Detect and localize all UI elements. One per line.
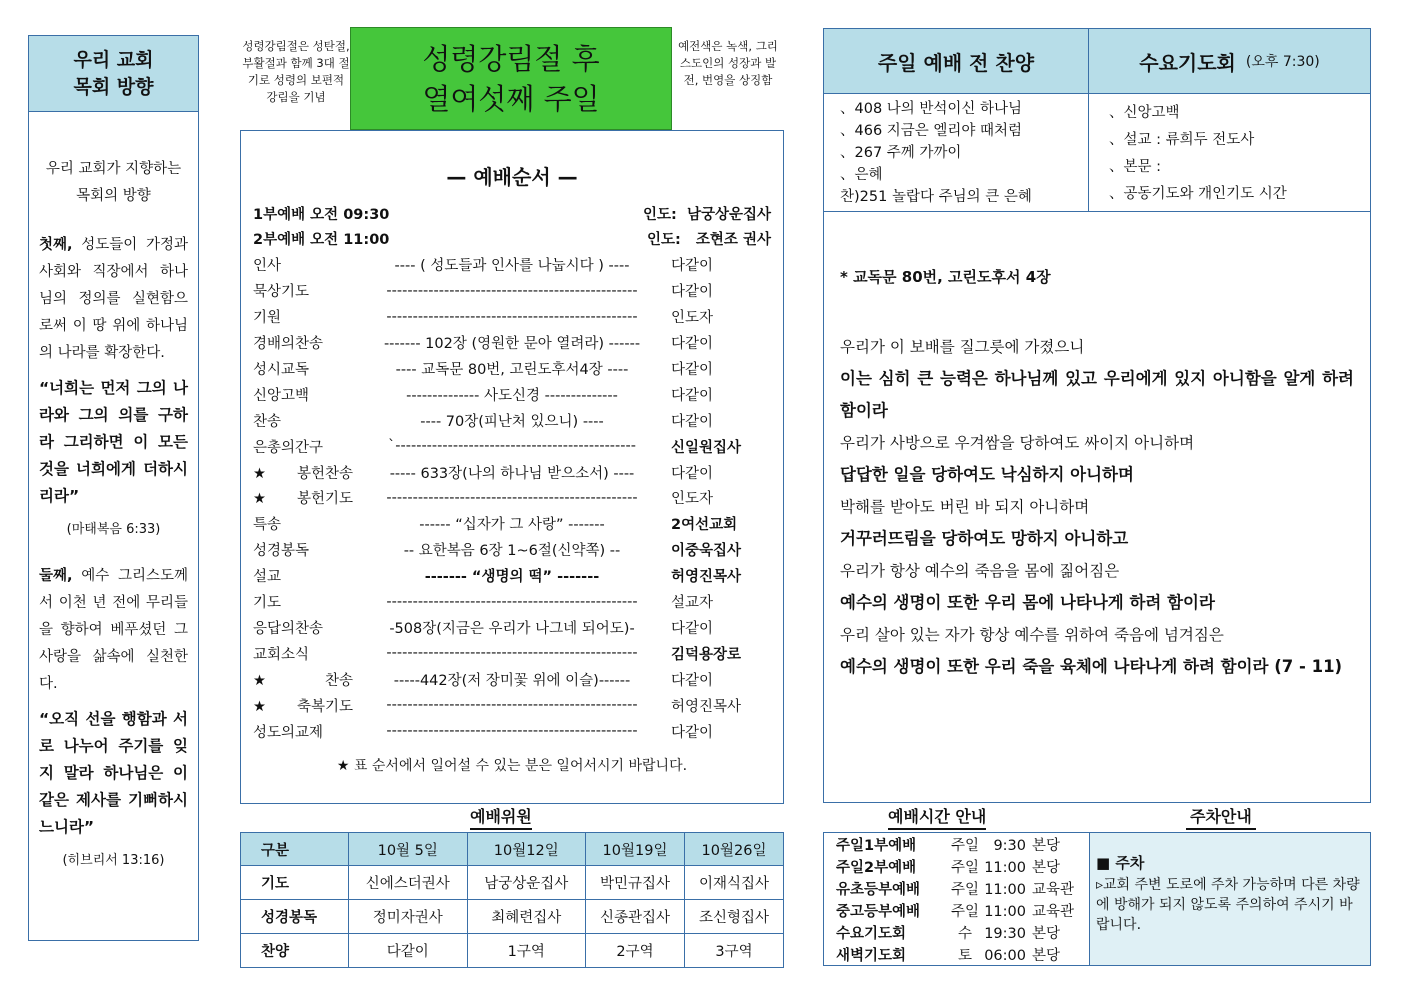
committee-row-label: 기도	[241, 866, 349, 900]
parking-info	[1089, 832, 1371, 966]
scripture-verse: 예수의 생명이 또한 우리 몸에 나타나게 하려 함이라	[840, 593, 1215, 612]
order-row	[253, 305, 771, 329]
order-item-detail: ------------------------------------------------	[386, 697, 638, 714]
order-item-leader: 다같이	[671, 387, 714, 404]
time-place: 본당	[1032, 926, 1061, 942]
worship-times	[823, 832, 1090, 966]
order-item-leader: 다같이	[671, 724, 714, 741]
order-item-label: 신앙고백	[253, 387, 310, 404]
committee-cell: 신에스더권사	[349, 866, 468, 900]
wednesday-time: (오후 7:30)	[1245, 54, 1320, 70]
order-item-label: 은총의간구	[253, 439, 324, 456]
order-item-label: 응답의찬송	[253, 620, 324, 637]
time-row	[836, 835, 1083, 857]
order-item-detail: -508장(지금은 우리가 나그네 되어도)-	[389, 620, 635, 637]
time-row	[836, 901, 1083, 923]
praise-item: 、267 주께 가까이	[840, 145, 962, 161]
order-item-label: 기도	[253, 595, 282, 611]
time-place: 본당	[1032, 948, 1061, 964]
praise-item: 찬)251 놀랍다 주님의 큰 은혜	[840, 189, 1032, 205]
quote-hebrews: “오직 선을 행함과 서로 나누어 주기를 잊지 말라 하나님은 이 같은 제사를 기뻐하시느니라”	[39, 710, 188, 836]
order-row	[253, 356, 771, 380]
committee-row	[241, 866, 784, 900]
committee-cell: 남궁상운집사	[467, 866, 586, 900]
order-item-detail: ---- 70장(피난처 있으니) ----	[420, 413, 604, 430]
wednesday-list	[1088, 93, 1371, 212]
order-item-leader: 설교자	[671, 595, 714, 611]
second-direction	[39, 563, 188, 698]
pastoral-intro: 우리 교회가 지향하는 목회의 방향	[45, 161, 182, 204]
scripture-verses	[840, 331, 1354, 683]
order-title: — 예배순서 —	[446, 165, 578, 189]
order-row	[253, 641, 771, 665]
scripture-verse: 거꾸러뜨림을 당하여도 망하지 아니하고	[840, 529, 1129, 548]
first-text: 성도들이 가정과 사회와 직장에서 하나님의 정의를 실현함으로써 이 땅 위에 하나님의 나라를 확장한다.	[39, 237, 188, 361]
order-item-leader: 다같이	[671, 672, 714, 689]
parking-heading: ■ 주차	[1096, 854, 1145, 872]
order-row	[253, 693, 771, 717]
committee-cell: 정미자권사	[349, 900, 468, 934]
committee-cell: 조신형집사	[684, 900, 783, 934]
time-service-name: 중고등부예배	[836, 904, 921, 920]
scripture-panel	[823, 211, 1371, 803]
service-time: 2부예배 오전 11:00	[253, 232, 390, 249]
time-service-name: 새벽기도회	[836, 948, 907, 964]
wednesday-item: 、설교 : 류희두 전도사	[1109, 132, 1255, 148]
committee-cell: 3구역	[684, 934, 783, 968]
order-row	[253, 460, 771, 484]
order-item-leader: 허영진목사	[671, 569, 742, 586]
order-row	[253, 564, 771, 588]
time-day: 주일	[950, 838, 979, 854]
order-item-leader: 다같이	[671, 284, 714, 301]
praise-item: 、은혜	[840, 167, 883, 183]
committee-header-cell: 10월26일	[684, 833, 783, 866]
order-item-leader: 2여선교회	[671, 517, 738, 534]
wednesday-item: 、신앙고백	[1109, 105, 1180, 121]
time-row	[836, 945, 1083, 967]
wednesday-title-text: 수요기도회	[1139, 50, 1236, 75]
order-row	[253, 253, 771, 277]
order-item-detail: ------ “십자가 그 사랑” -------	[419, 517, 605, 534]
wednesday-item: 、공동기도와 개인기도 시간	[1109, 186, 1287, 202]
order-item-label: ★찬송	[253, 672, 353, 689]
order-item-label: 교회소식	[253, 646, 310, 663]
time-service-name: 주일1부예배	[836, 838, 917, 854]
time-service-name: 유초등부예배	[836, 882, 921, 898]
order-item-label: ★축복기도	[253, 698, 353, 715]
scripture-verse: 우리 살아 있는 자가 항상 예수를 위하여 죽음에 넘겨짐은	[840, 626, 1224, 644]
times-title: 예배시간 안내	[888, 806, 986, 830]
committee-cell: 최혜련집사	[467, 900, 586, 934]
praise-title: 주일 예배 전 찬양	[823, 28, 1089, 94]
order-item-leader: 다같이	[671, 258, 714, 275]
pastoral-direction-panel	[28, 112, 199, 941]
order-item-detail: ------------------------------------------------	[386, 593, 638, 610]
time-hour: 06:00	[984, 948, 1026, 964]
order-row	[253, 590, 771, 614]
order-item-label: 설교	[253, 569, 282, 586]
committee-cell: 박민규집사	[586, 866, 685, 900]
order-item-detail: ------------------------------------------------	[386, 489, 638, 506]
service-leader: 인도: 조현조 권사	[646, 232, 771, 249]
order-row	[253, 615, 771, 639]
order-item-label: 성경봉독	[253, 543, 310, 560]
order-row	[253, 331, 771, 355]
order-item-detail: ---- 교독문 80번, 고린도후서4장 ----	[395, 361, 629, 378]
time-hour: 11:00	[984, 882, 1026, 898]
order-row	[253, 279, 771, 303]
committee-row	[241, 900, 784, 934]
order-item-detail: ------- “생명의 떡” -------	[424, 569, 600, 586]
parking-title: 주차안내	[1186, 806, 1256, 830]
scripture-reference: * 교독문 80번, 고린도후서 4장	[840, 268, 1051, 286]
order-row	[253, 486, 771, 510]
committee-cell: 이재식집사	[684, 866, 783, 900]
time-place: 본당	[1032, 860, 1061, 876]
order-row	[253, 719, 771, 743]
committee-header-cell: 10월19일	[586, 833, 685, 866]
second-text: 예수 그리스도께서 이천 년 전에 무리들을 향하여 베푸셨던 그 사랑을 삶속에 실천한다.	[39, 568, 188, 692]
scripture-verse: 우리가 이 보배를 질그릇에 가졌으니	[840, 338, 1085, 356]
order-row	[253, 201, 771, 225]
order-item-leader: 다같이	[671, 336, 714, 352]
order-item-detail: ------------------------------------------------	[386, 282, 638, 299]
time-row	[836, 879, 1083, 901]
order-row	[253, 512, 771, 536]
order-item-label: ★봉헌찬송	[253, 465, 353, 482]
order-footer: ★ 표 순서에서 일어설 수 있는 분은 일어서시기 바랍니다.	[336, 758, 688, 774]
time-day: 주일	[950, 882, 979, 898]
first-lead: 첫째,	[39, 237, 73, 253]
time-place: 교육관	[1032, 882, 1075, 898]
order-item-detail: ------- 102장 (영원한 문아 열려라) ------	[383, 336, 641, 352]
time-service-name: 주일2부예배	[836, 860, 917, 876]
order-item-leader: 허영진목사	[671, 698, 742, 715]
order-item-label: ★봉헌기도	[253, 491, 353, 508]
order-row	[253, 227, 771, 251]
order-item-label: 경배의찬송	[253, 336, 324, 352]
order-item-detail: -- 요한복음 6장 1~6절(신약쪽) --	[403, 543, 621, 560]
order-row	[253, 408, 771, 432]
order-of-service	[240, 130, 784, 804]
service-leader: 인도: 남궁상운집사	[643, 206, 771, 223]
scripture-verse: 예수의 생명이 또한 우리 죽을 육체에 나타나게 하려 함이라 (7 - 11)	[840, 657, 1343, 676]
order-item-detail: ------------------------------------------------	[386, 308, 638, 325]
ref-matthew: (마태복음 6:33)	[66, 522, 161, 537]
time-day: 주일	[950, 904, 979, 920]
title-line-1: 성령강림절 후	[422, 41, 600, 76]
order-item-detail: `----------------------------------------------	[388, 438, 636, 455]
committee-cell: 신종관집사	[586, 900, 685, 934]
committee-cell: 1구역	[467, 934, 586, 968]
committee-cell: 2구역	[586, 934, 685, 968]
order-row	[253, 667, 771, 691]
scripture-verse: 이는 심히 큰 능력은 하나님께 있고 우리에게 있지 아니함을 알게 하려 함이라	[840, 369, 1354, 420]
order-item-detail: -----442장(저 장미꽃 위에 이슬)------	[393, 672, 631, 689]
praise-list	[823, 93, 1089, 212]
time-hour: 19:30	[984, 926, 1026, 942]
title-line-2: 열여섯째 주일	[422, 81, 600, 116]
praise-item: 、466 지금은 엘리야 때처럼	[840, 123, 1023, 139]
order-row	[253, 434, 771, 458]
ref-hebrews: (히브리서 13:16)	[62, 853, 165, 868]
order-item-label: 묵상기도	[253, 284, 310, 301]
order-row	[253, 382, 771, 406]
order-item-detail: ---- ( 성도들과 인사를 나눕시다 ) ----	[394, 258, 630, 275]
scripture-verse: 우리가 항상 예수의 죽음을 몸에 짊어짐은	[840, 562, 1120, 580]
time-hour: 11:00	[984, 904, 1026, 920]
wednesday-item: 、본문 :	[1109, 159, 1162, 175]
parking-text: ▹교회 주변 도로에 주차 가능하며 다른 차량에 방해가 되지 않도록 주의하여 주시기 바랍니다.	[1096, 877, 1360, 933]
time-hour: 11:00	[984, 860, 1026, 876]
order-item-detail: ------------------------------------------------	[386, 723, 638, 739]
time-row	[836, 923, 1083, 945]
order-item-label: 성시교독	[253, 361, 310, 378]
committee-row	[241, 934, 784, 968]
order-item-detail: ------------------------------------------------	[386, 645, 638, 662]
time-day: 토	[957, 948, 972, 964]
pastoral-direction-header: 우리 교회 목회 방향	[28, 35, 199, 112]
scripture-verse: 답답한 일을 당하여도 낙심하지 아니하며	[840, 465, 1134, 484]
committee-header-row	[241, 833, 784, 866]
time-place: 본당	[1032, 838, 1061, 854]
time-row	[836, 857, 1083, 879]
time-service-name: 수요기도회	[836, 926, 907, 942]
scripture-verse: 우리가 사방으로 우겨쌈을 당하여도 싸이지 아니하며	[840, 434, 1195, 452]
order-row	[253, 538, 771, 562]
time-place: 교육관	[1032, 904, 1075, 920]
committee-header-cell: 10월12일	[467, 833, 586, 866]
pentecost-note: 성령강림절은 성탄절, 부활절과 함께 3대 절기로 성령의 보편적 강림을 기념	[242, 39, 350, 104]
committee-title: 예배위원	[470, 806, 532, 830]
committee-header-cell: 10월 5일	[349, 833, 468, 866]
wednesday-title	[1088, 28, 1371, 94]
order-item-label: 기원	[253, 310, 282, 327]
committee-header-cell: 구분	[241, 833, 349, 866]
order-item-leader: 다같이	[671, 465, 714, 482]
order-item-label: 찬송	[253, 413, 282, 430]
order-item-leader: 김덕용장로	[671, 646, 742, 663]
sunday-title	[350, 27, 672, 130]
liturgical-color-note: 예전색은 녹색, 그리스도인의 성장과 발전, 번영을 상징함	[678, 39, 778, 87]
time-day: 수	[957, 926, 972, 942]
committee-row-label: 찬양	[241, 934, 349, 968]
order-item-leader: 인도자	[671, 491, 714, 508]
scripture-verse: 박해를 받아도 버린 바 되지 아니하며	[840, 498, 1090, 516]
praise-item: 、408 나의 반석이신 하나님	[840, 101, 1023, 117]
order-item-label: 성도의교제	[253, 724, 324, 741]
time-day: 주일	[950, 860, 979, 876]
committee-table	[240, 832, 784, 968]
second-lead: 둘째,	[39, 568, 73, 584]
committee-row-label: 성경봉독	[241, 900, 349, 934]
order-item-leader: 인도자	[671, 310, 714, 327]
first-direction	[39, 232, 188, 367]
quote-matthew: “너희는 먼저 그의 나라와 그의 의를 구하라 그리하면 이 모든 것을 너희에게 더하시리라”	[39, 379, 188, 505]
order-item-leader: 다같이	[671, 361, 714, 378]
order-item-detail: -------------- 사도신경 --------------	[406, 387, 618, 404]
order-item-label: 인사	[253, 258, 282, 275]
order-item-leader: 다같이	[671, 620, 714, 637]
committee-cell: 다같이	[349, 934, 468, 968]
order-item-leader: 신일원집사	[671, 439, 742, 456]
order-item-leader: 다같이	[671, 413, 714, 430]
order-item-leader: 이중욱집사	[671, 543, 742, 560]
time-hour: 9:30	[993, 838, 1026, 854]
order-item-detail: ----- 633장(나의 하나님 받으소서) ----	[389, 465, 635, 482]
order-item-label: 특송	[253, 517, 282, 534]
service-time: 1부예배 오전 09:30	[253, 206, 390, 223]
